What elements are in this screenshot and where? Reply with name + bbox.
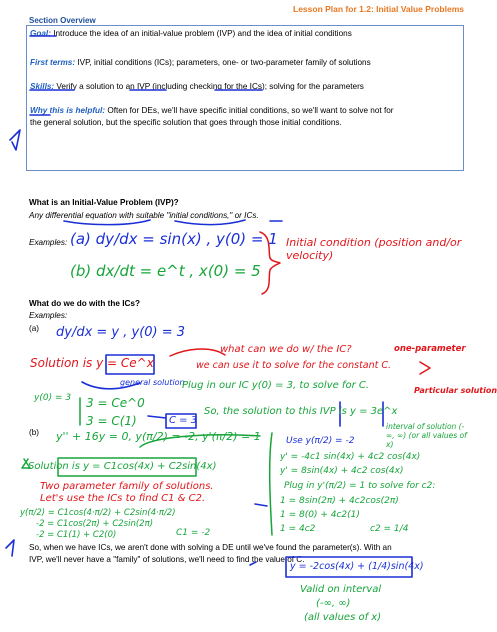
star-c (6, 540, 14, 556)
ink-ivp-b: y'' + 16y = 0, y(π/2) = -2, y'(π/2) = 1 (56, 430, 261, 443)
example-a-label: (a) (29, 324, 40, 333)
ink-two-param-2: Let's use the ICs to find C1 & C2. (40, 493, 206, 504)
arrow-to-note (170, 349, 225, 356)
why-label: Why this is helpful: (30, 106, 106, 115)
ivp-examples-label: Examples: (29, 238, 68, 247)
ink-use-ic: we can use it to solve for the constant C. (196, 360, 392, 371)
ink-valid-1: Valid on interval (300, 584, 382, 595)
skills-text: Verify a solution to an IVP (including checking for the ICs); solving for the parameters (56, 82, 364, 91)
ink-deriv1: y' = -4c1 sin(4x) + 4c2 cos(4x) (280, 452, 421, 462)
ink-calc2: -2 = C1cos(2π) + C2sin(2π) (36, 519, 154, 529)
lesson-title: Lesson Plan for 1.2: Initial Value Problems (293, 4, 464, 14)
ink-c2: c2 = 1/4 (370, 524, 409, 534)
why-text-2: the general solution, but the specific solution that goes through those initial conditions. (30, 118, 342, 127)
ink-general-solution: general solution (120, 378, 185, 387)
star-mark (10, 130, 20, 150)
conclusion-line-1: So, when we have ICs, we aren't done with solving a DE until we've found the parameter(s). With an (29, 543, 392, 552)
ink-ivp-a: dy/dx = y , y(0) = 3 (56, 325, 186, 340)
ink-initial-condition-note: Initial condition (position and/or velocity) (286, 236, 462, 262)
goal-text: Introduce the idea of an initial-value problem (IVP) and the idea of initial conditions (53, 29, 352, 38)
ivp-heading: What is an Initial-Value Problem (IVP)? (29, 198, 179, 207)
section-overview-heading: Section Overview (29, 16, 96, 25)
goal-label: Goal: (30, 29, 51, 38)
ink-valid-3: (all values of x) (304, 612, 382, 623)
ink-calc3: -2 = C1(1) + C2(0) (36, 530, 117, 540)
terms-label: First terms: (30, 58, 76, 67)
ink-one-param: one-parameter (394, 344, 466, 354)
ink-calc4: C1 = -2 (176, 528, 211, 538)
ink-eq2: 1 = 8(0) + 4c2(1) (280, 510, 360, 520)
ink-deriv2: y' = 8sin(4x) + 4c2 cos(4x) (280, 466, 404, 476)
conclusion-line-2: IVP, we'll never have a "family" of solutions, we'll need to find the value of C. (29, 555, 305, 564)
ink-step-a1: 3 = Ce^0 (86, 396, 145, 410)
use-bracket (270, 433, 272, 535)
ink-c3: C = 3 (169, 415, 198, 426)
ink-particular: Particular solution (414, 386, 497, 395)
eq-mark (255, 504, 267, 506)
de-underline (64, 220, 150, 225)
ink-example-2: (b) dx/dt = e^t , x(0) = 5 (70, 262, 261, 280)
why-text-1: Often for DEs, we'll have specific initial conditions, so we'll want to solve not for (107, 106, 394, 115)
c3-arrow (148, 416, 166, 418)
c-underline (250, 562, 256, 565)
ink-example-1: (a) dy/dx = sin(x) , y(0) = 1 (70, 230, 278, 248)
ics-examples-label: Examples: (29, 311, 68, 320)
terms-text: IVP, initial conditions (ICs); parameters, one- or two-parameter family of solutions (77, 58, 371, 67)
ink-two-param-1: Two parameter family of solutions. (40, 481, 214, 492)
ink-plug-b: Plug in y'(π/2) = 1 to solve for c2: (284, 481, 436, 491)
example-b-label: (b) (29, 428, 40, 437)
ink-calc1: y(π/2) = C1cos(4·π/2) + C2sin(4·π/2) (20, 508, 176, 518)
ink-valid-2: (-∞, ∞) (316, 598, 351, 609)
ics-heading: What do we do with the ICs? (29, 299, 140, 308)
ink-so-solution: So, the solution to this IVP is y = 3e^x (204, 406, 398, 417)
ink-y0-3: y(0) = 3 (34, 393, 72, 403)
ink-what-can: what can we do w/ the IC? (220, 344, 352, 355)
ink-eq3: 1 = 4c2 (280, 524, 316, 534)
ink-final: y = -2cos(4x) + (1/4)sin(4x) (290, 561, 424, 572)
ink-use-note: Use y(π/2) = -2 (286, 436, 355, 446)
ink-plug-in: Plug in our IC y(0) = 3, to solve for C. (182, 380, 370, 391)
ink-solution-b: Solution is y = C1cos(4x) + C2sin(4x) (28, 461, 217, 472)
ic-underline (175, 220, 245, 225)
arrow-to-c (420, 362, 430, 374)
ink-step-a2: 3 = C(1) (86, 414, 137, 428)
ivp-definition: Any differential equation with suitable "initial conditions," or ICs. (29, 211, 259, 220)
ink-solution-a: Solution is y = Ce^x (30, 356, 154, 370)
ink-interval-a: interval of solution (-∞, ∞) (or all values of x) (386, 422, 467, 449)
skills-label: Skills: (30, 82, 55, 91)
ink-eq1: 1 = 8sin(2π) + 4c2cos(2π) (280, 496, 399, 506)
